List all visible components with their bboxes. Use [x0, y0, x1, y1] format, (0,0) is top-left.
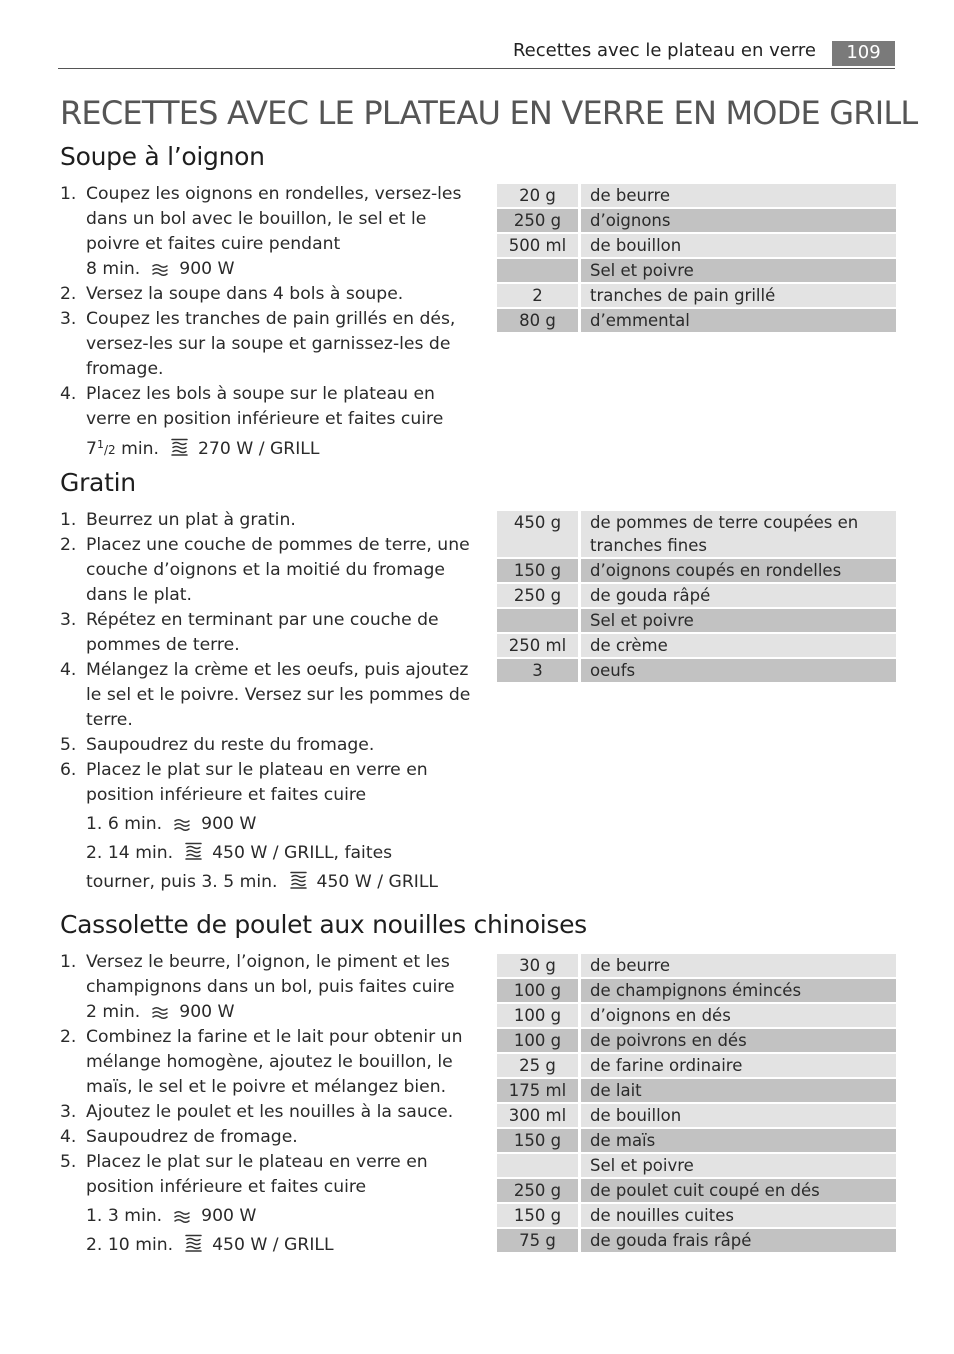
step-number: 4. [60, 1127, 77, 1147]
step-text: Versez la soupe dans 4 bols à soupe. [86, 284, 404, 304]
ingredient-quantity: 75 g [497, 1229, 581, 1252]
step-number: 2. [60, 284, 77, 304]
step [60, 508, 475, 533]
ingredient-row [497, 1229, 896, 1252]
ingredient-name: de maïs [581, 1129, 896, 1152]
ingredient-quantity: 450 g [497, 511, 581, 557]
step-text: Placez le plat sur le plateau en verre en position inférieure et faites cuire [86, 1152, 428, 1197]
ingredient-name: d’emmental [581, 309, 896, 332]
time-unit: min. [121, 439, 159, 459]
step [60, 658, 475, 733]
cook-time [86, 439, 159, 459]
ingredient-name: de gouda râpé [581, 584, 896, 607]
ingredient-row [497, 309, 896, 332]
ingredient-row [497, 1004, 896, 1027]
steps-gratin [60, 508, 475, 808]
step-text: Coupez les tranches de pain grillés en dés, versez-les sur la soupe et garnissez-les de fromage. [86, 309, 456, 379]
step [60, 1100, 475, 1125]
running-header-title: Recettes avec le plateau en verre [512, 40, 816, 61]
step-number: 3. [60, 309, 77, 329]
cook-power: 900 W [179, 259, 235, 279]
ingredient-name: de gouda frais râpé [581, 1229, 896, 1252]
time-fraction-numerator: 1 [96, 438, 104, 451]
step-number: 2. [60, 535, 77, 555]
cook-time: 8 min. [86, 259, 141, 279]
time-whole: 7 [86, 439, 97, 459]
ingredient-name: de pommes de terre coupées en tranches fines [581, 511, 896, 557]
ingredient-quantity [497, 1154, 581, 1177]
ingredient-quantity: 500 ml [497, 234, 581, 257]
ingredient-name: de beurre [581, 954, 896, 977]
step-text: Versez le beurre, l’oignon, le piment et les champignons dans un bol, puis faites cuire [86, 952, 455, 997]
step-number: 3. [60, 610, 77, 630]
cook-power: 450 W / GRILL, faites [212, 843, 393, 863]
ingredient-name: Sel et poivre [581, 259, 896, 282]
step [60, 182, 475, 282]
ingredient-quantity: 20 g [497, 184, 581, 207]
ingredient-row [497, 1204, 896, 1227]
ingredient-name: Sel et poivre [581, 609, 896, 632]
cooking-program-cassolette [60, 1204, 501, 1258]
ingredient-quantity: 250 g [497, 209, 581, 232]
ingredient-row [497, 1054, 896, 1077]
step-number: 5. [60, 1152, 77, 1172]
ingredient-quantity: 175 ml [497, 1079, 581, 1102]
step-text: Saupoudrez du reste du fromage. [86, 735, 375, 755]
ingredient-name: de lait [581, 1079, 896, 1102]
microwave-grill-icon [171, 438, 188, 457]
step-number: 4. [60, 660, 77, 680]
step [60, 307, 475, 382]
ingredient-row [497, 659, 896, 682]
ingredient-row [497, 609, 896, 632]
microwave-icon [174, 818, 191, 831]
ingredient-name: tranches de pain grillé [581, 284, 896, 307]
cook-time: 1. 3 min. [86, 1206, 163, 1226]
cook-time: 1. 6 min. [86, 814, 163, 834]
cook-line [86, 1233, 501, 1258]
step-number: 1. [60, 952, 77, 972]
ingredient-name: de poivrons en dés [581, 1029, 896, 1052]
step-text: Ajoutez le poulet et les nouilles à la sauce. [86, 1102, 454, 1122]
ingredient-row [497, 1179, 896, 1202]
ingredient-name: d’oignons [581, 209, 896, 232]
ingredient-name: d’oignons en dés [581, 1004, 896, 1027]
microwave-icon [152, 263, 169, 276]
ingredient-quantity [497, 259, 581, 282]
cook-line [86, 870, 501, 895]
step [60, 382, 475, 463]
ingredient-row [497, 1104, 896, 1127]
ingredient-name: de champignons émincés [581, 979, 896, 1002]
page-title: RECETTES AVEC LE PLATEAU EN VERRE EN MODE GRILL [60, 94, 918, 132]
step-text: Placez les bols à soupe sur le plateau en verre en position inférieure et faites cuire [86, 384, 444, 429]
step-text: Coupez les oignons en rondelles, versez-les dans un bol avec le bouillon, le sel et le poivre et faites cuire pendant [86, 184, 462, 254]
ingredient-quantity: 80 g [497, 309, 581, 332]
ingredient-row [497, 1079, 896, 1102]
ingredient-name: de poulet cuit coupé en dés [581, 1179, 896, 1202]
microwave-icon [174, 1210, 191, 1223]
ingredient-row [497, 1029, 896, 1052]
cook-time: tourner, puis 3. 5 min. [86, 872, 278, 892]
ingredient-name: de crème [581, 634, 896, 657]
cook-line [86, 1204, 501, 1229]
step-number: 1. [60, 184, 77, 204]
time-fraction-denominator: /2 [103, 443, 116, 457]
ingredient-name: de nouilles cuites [581, 1204, 896, 1227]
ingredient-quantity: 2 [497, 284, 581, 307]
microwave-grill-icon [185, 842, 202, 861]
cook-power: 900 W [201, 814, 257, 834]
section-title-soupe: Soupe à l’oignon [60, 142, 265, 171]
ingredient-quantity: 150 g [497, 1129, 581, 1152]
step [60, 533, 475, 608]
ingredient-quantity [497, 609, 581, 632]
ingredient-name: de bouillon [581, 234, 896, 257]
ingredient-quantity: 150 g [497, 1204, 581, 1227]
cook-power: 450 W / GRILL [212, 1235, 334, 1255]
step-number: 6. [60, 760, 77, 780]
step-text: Placez une couche de pommes de terre, une couche d’oignons et la moitié du fromage dans le plat. [86, 535, 470, 605]
cook-power: 450 W / GRILL [316, 872, 438, 892]
ingredient-row [497, 511, 896, 557]
step [60, 1125, 475, 1150]
page-number: 109 [832, 41, 895, 66]
step [60, 608, 475, 658]
ingredient-quantity: 30 g [497, 954, 581, 977]
cook-time: 2. 10 min. [86, 1235, 174, 1255]
ingredient-row [497, 1154, 896, 1177]
ingredient-quantity: 100 g [497, 979, 581, 1002]
step-text: Mélangez la crème et les oeufs, puis ajoutez le sel et le poivre. Versez sur les pommes de terre. [86, 660, 471, 730]
ingredients-table-soupe [497, 182, 896, 334]
step-text: Saupoudrez de fromage. [86, 1127, 298, 1147]
ingredient-name: de farine ordinaire [581, 1054, 896, 1077]
step-number: 3. [60, 1102, 77, 1122]
ingredient-row [497, 209, 896, 232]
ingredient-quantity: 100 g [497, 1004, 581, 1027]
ingredient-row [497, 284, 896, 307]
ingredient-row [497, 234, 896, 257]
step [60, 1150, 475, 1200]
header-divider [58, 68, 895, 69]
step [60, 733, 475, 758]
cook-power: 900 W [179, 1002, 235, 1022]
step [60, 758, 475, 808]
ingredient-name: de beurre [581, 184, 896, 207]
step-number: 5. [60, 735, 77, 755]
step-text: Répétez en terminant par une couche de pommes de terre. [86, 610, 439, 655]
ingredients-table-gratin [497, 509, 896, 684]
steps-cassolette [60, 950, 475, 1200]
ingredient-name: d’oignons coupés en rondelles [581, 559, 896, 582]
step [60, 1025, 475, 1100]
ingredient-quantity: 250 ml [497, 634, 581, 657]
step-number: 1. [60, 510, 77, 530]
ingredient-quantity: 250 g [497, 1179, 581, 1202]
cook-power: 270 W / GRILL [197, 439, 320, 459]
step-text: Combinez la farine et le lait pour obtenir un mélange homogène, ajoutez le bouillon, le maïs, le sel et le poivre et mélangez bien. [86, 1027, 463, 1097]
ingredient-quantity: 100 g [497, 1029, 581, 1052]
step-text: Beurrez un plat à gratin. [86, 510, 296, 530]
section-title-gratin: Gratin [60, 468, 136, 497]
cook-line [86, 812, 501, 837]
microwave-grill-icon [185, 1234, 202, 1253]
ingredient-row [497, 954, 896, 977]
ingredient-row [497, 634, 896, 657]
ingredient-quantity: 25 g [497, 1054, 581, 1077]
ingredient-name: oeufs [581, 659, 896, 682]
ingredient-row [497, 1129, 896, 1152]
ingredient-name: de bouillon [581, 1104, 896, 1127]
ingredient-quantity: 150 g [497, 559, 581, 582]
ingredient-name: Sel et poivre [581, 1154, 896, 1177]
ingredient-quantity: 3 [497, 659, 581, 682]
step-number: 2. [60, 1027, 77, 1047]
ingredient-row [497, 259, 896, 282]
cooking-program-gratin [60, 812, 501, 895]
cook-power: 900 W [201, 1206, 257, 1226]
cook-time: 2 min. [86, 1002, 141, 1022]
ingredient-row [497, 184, 896, 207]
ingredient-row [497, 584, 896, 607]
ingredient-quantity: 250 g [497, 584, 581, 607]
steps-soupe [60, 182, 475, 463]
step-text: Placez le plat sur le plateau en verre en position inférieure et faites cuire [86, 760, 428, 805]
step [60, 950, 475, 1025]
ingredient-quantity: 300 ml [497, 1104, 581, 1127]
ingredients-table-cassolette [497, 952, 896, 1254]
microwave-icon [152, 1006, 169, 1019]
ingredient-row [497, 559, 896, 582]
step [60, 282, 475, 307]
step-number: 4. [60, 384, 77, 404]
microwave-grill-icon [290, 871, 307, 890]
section-title-cassolette: Cassolette de poulet aux nouilles chinoises [60, 910, 587, 939]
cook-time: 2. 14 min. [86, 843, 174, 863]
ingredient-row [497, 979, 896, 1002]
cook-line [86, 841, 501, 866]
